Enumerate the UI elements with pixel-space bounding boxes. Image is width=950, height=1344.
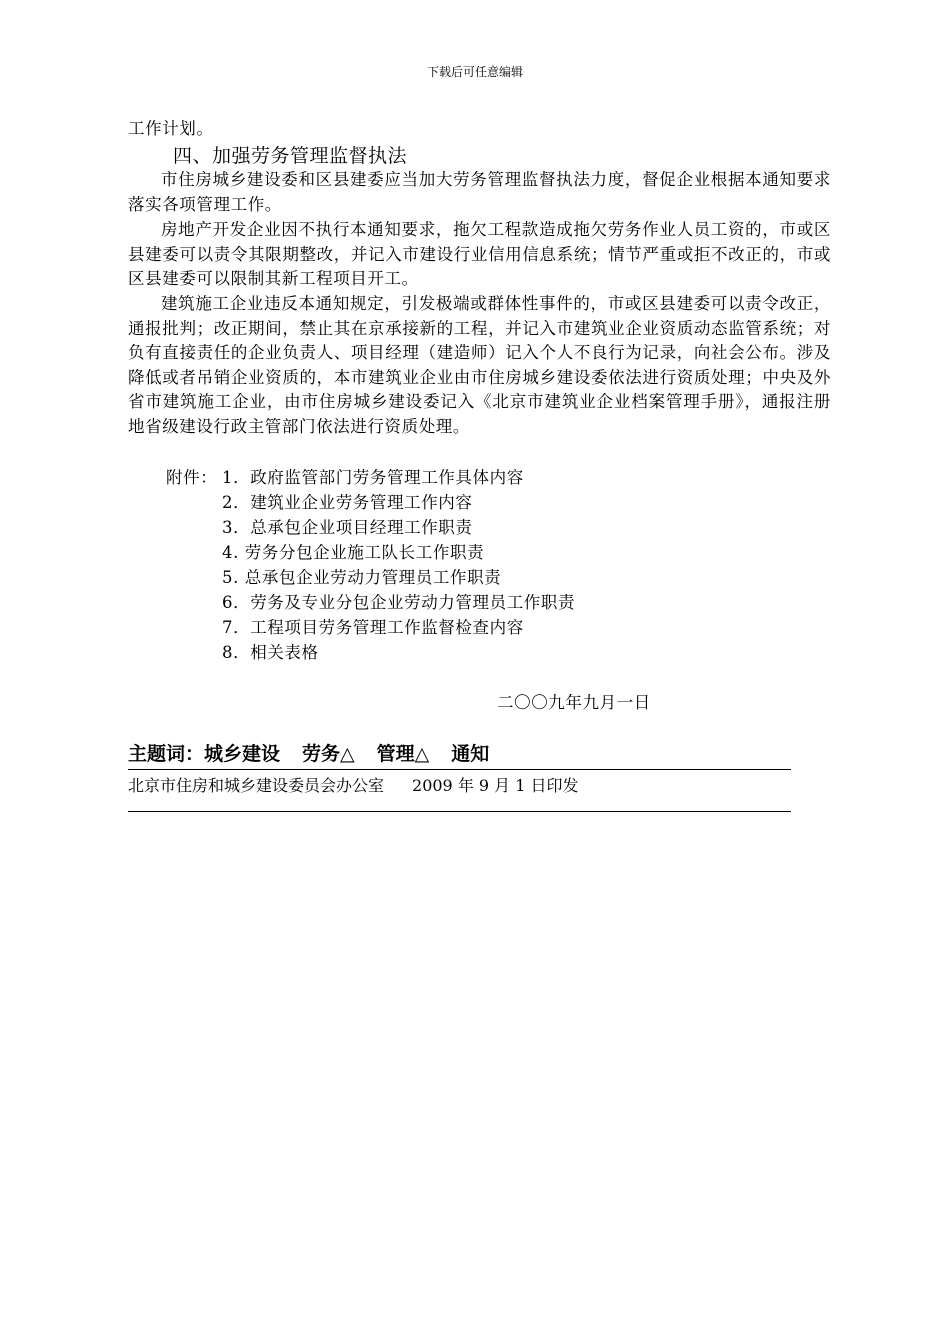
attachment-item: 1．政府监管部门劳务管理工作具体内容: [222, 468, 524, 487]
attachment-item: 2．建筑业企业劳务管理工作内容: [222, 493, 473, 512]
subject-keywords: [128, 741, 489, 767]
keyword: 劳务△: [302, 743, 355, 765]
attachment-item: 5. 总承包企业劳动力管理员工作职责: [222, 568, 502, 587]
print-info: [128, 774, 579, 798]
issue-date: 二〇〇九年九月一日: [497, 693, 651, 712]
attachment-item: 8．相关表格: [222, 643, 319, 662]
keyword: 通知: [451, 743, 490, 765]
attachment-item: 4. 劳务分包企业施工队长工作职责: [222, 543, 485, 562]
keywords-label: 主题词：: [128, 743, 205, 765]
divider-top: [128, 769, 791, 770]
issuer: 北京市住房和城乡建设委员会办公室: [128, 776, 385, 795]
attachments-label: 附件：: [166, 468, 218, 487]
attachment-item: 6．劳务及专业分包企业劳动力管理员工作职责: [222, 593, 576, 612]
divider-bottom: [128, 811, 791, 812]
attachment-item: 3．总承包企业项目经理工作职责: [222, 518, 473, 537]
section-heading: 四、加强劳务管理监督执法: [173, 145, 408, 167]
paragraph-developer-penalty: 房地产开发企业因不执行本通知要求，拖欠工程款造成拖欠劳务作业人员工资的，市或区县建委可以责令其限期整改，并记入市建设行业信用信息系统；情节严重或拒不改正的，市或区县建委可以限制其新工程项目开工。: [128, 220, 831, 289]
paragraph-contractor-penalty: 建筑施工企业违反本通知规定，引发极端或群体性事件的，市或区县建委可以责令改正，通报批判；改正期间，禁止其在京承接新的工程，并记入市建筑业企业资质动态监管系统；对负有直接责任的企业负责人、项目经理（建造师）记入个人不良行为记录，向社会公布。涉及降低或者吊销企业资质的，本市建筑业企业由市住房城乡建设委依法进行资质处理；中央及外省市建筑施工企业，由市住房城乡建设委记入《北京市建筑业企业档案管理手册》，通报注册地省级建设行政主管部门依法进行资质处理。: [128, 294, 831, 436]
paragraph-continuation: 工作计划。: [128, 119, 214, 138]
paragraph-enforcement: 市住房城乡建设委和区县建委应当加大劳务管理监督执法力度，督促企业根据本通知要求落实各项管理工作。: [128, 170, 831, 214]
attachment-item: 7．工程项目劳务管理工作监督检查内容: [222, 618, 524, 637]
print-date: 2009 年 9 月 1 日印发: [412, 776, 579, 795]
keyword: 城乡建设: [204, 743, 281, 765]
page-header: 下载后可任意编辑: [426, 65, 523, 79]
keyword: 管理△: [376, 743, 430, 765]
